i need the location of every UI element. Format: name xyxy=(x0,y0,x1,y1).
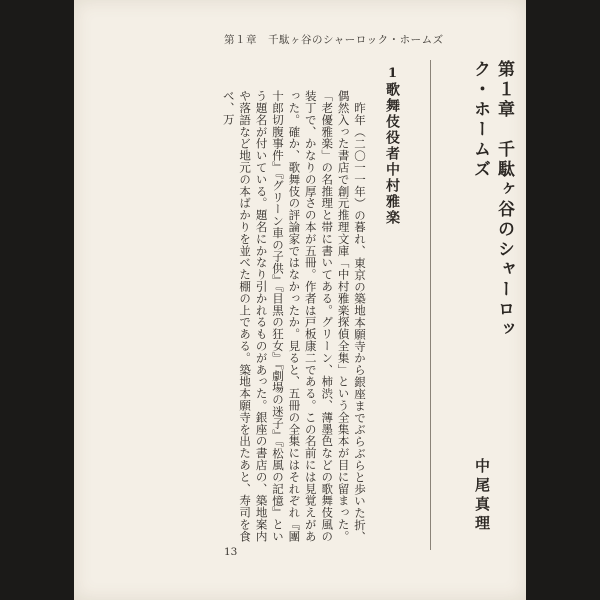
book-page xyxy=(74,0,526,600)
running-head: 第１章 千駄ヶ谷のシャーロック・ホームズ xyxy=(224,34,444,46)
chapter-number: 第１章 xyxy=(494,60,514,120)
chapter-title: 千駄ヶ谷のシャーロック・ホームズ xyxy=(470,60,514,340)
section-title: 歌舞伎役者中村雅楽 xyxy=(384,82,400,226)
section-number: 1 xyxy=(388,66,398,81)
chapter-heading xyxy=(468,60,516,340)
page-number: 13 xyxy=(224,546,238,558)
author-name: 中尾真理 xyxy=(473,458,491,534)
body-text xyxy=(222,90,368,542)
chapter-divider xyxy=(430,60,431,550)
body-paragraph: 昨年（二〇一一年）の暮れ、東京の築地本願寺から銀座までぶらぶらと歩いた折、偶然入った書店で創元推理文庫「中村雅楽探偵全集」という全集本が目に留まった。「老優雅楽」の名推理と帯に書いてある。グリーン、柿渋、薄墨色などの歌舞伎風の装丁で、かなりの厚さの本が五冊。作者は戸板康二である。この名前には見覚えがあった。確か、歌舞伎の評論家ではなかったか。見ると、五冊の全集にはそれぞれ『團十郎切腹事件』『グリーン車の子供』『目黒の狂女』『劇場の迷子』『松風の記憶』という題名が付いている。題名にかなり引かれるものがあった。銀座の書店の、築地案内や落語など地元の本ばかりを並べた棚の上である。築地本願寺を出たあと、寿司を食べ、万 xyxy=(221,90,367,542)
